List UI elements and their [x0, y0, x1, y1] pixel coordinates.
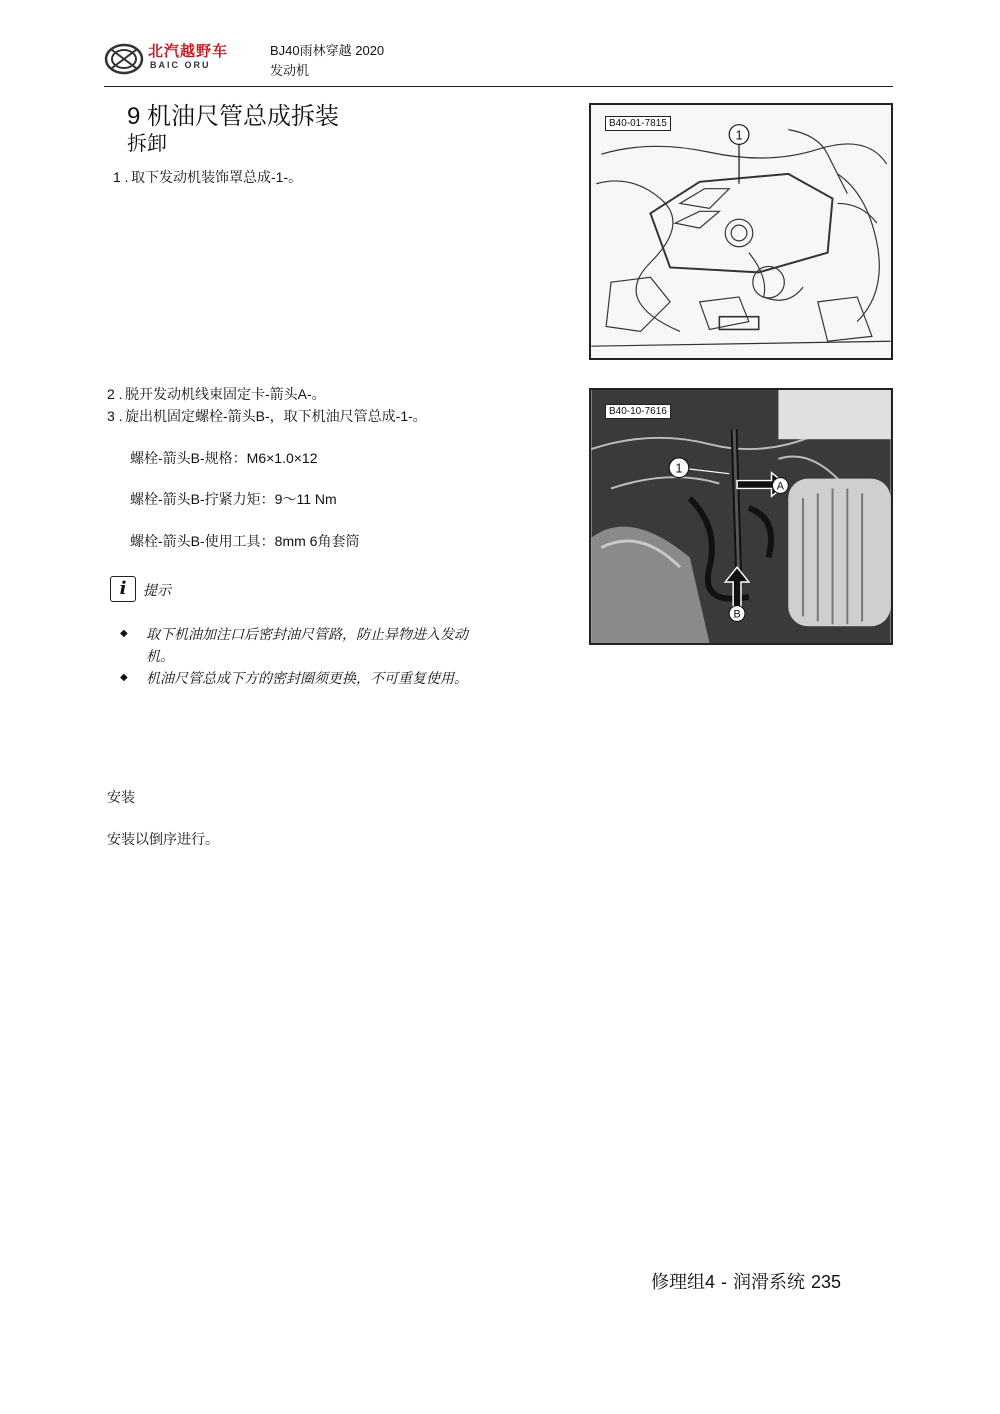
brand-name-en: BAIC ORU — [150, 60, 211, 70]
step-text: 旋出机固定螺栓-箭头B-，取下机油尺管总成-1-。 — [125, 408, 427, 424]
dipstick-tube-figure — [589, 388, 893, 645]
step-number: 3 . — [107, 408, 123, 424]
step-3 — [107, 406, 427, 426]
figure-1-callout: 1 — [735, 127, 743, 143]
info-icon: i — [110, 576, 136, 602]
page-title: 9 机油尺管总成拆装 — [127, 103, 340, 130]
note-bullet-text: 取下机油加注口后密封油尺管路，防止异物进入发动机。 — [146, 626, 468, 664]
removal-heading: 拆卸 — [127, 133, 167, 155]
step-text: 取下发动机装饰罩总成-1-。 — [131, 169, 303, 185]
figure-2-callout-b: B — [733, 608, 741, 621]
engine-cover-figure — [589, 103, 893, 360]
footer-separator: - — [721, 1272, 728, 1292]
install-text: 安装以倒序进行。 — [107, 831, 219, 847]
figure-2-callout-a: A — [776, 480, 784, 493]
header-divider — [104, 86, 893, 87]
bolt-torque: 螺栓-箭头B-拧紧力矩：9～11 Nm — [130, 491, 337, 507]
note-bullet-text: 机油尺管总成下方的密封圈须更换，不可重复使用。 — [146, 670, 468, 686]
step-1 — [113, 167, 302, 187]
step-2 — [107, 384, 326, 404]
page-number: 235 — [811, 1272, 842, 1292]
model-label: BJ40雨林穿越 2020 — [270, 43, 385, 58]
step-number: 2 . — [107, 386, 123, 402]
section-label: 发动机 — [270, 63, 310, 78]
figure-2-callout-1: 1 — [675, 460, 683, 476]
install-heading: 安装 — [107, 789, 135, 805]
brand-logo-icon — [104, 42, 144, 76]
figure-code: B40-10-7616 — [605, 404, 671, 419]
dipstick-tube-illustration — [591, 390, 891, 643]
brand-name-cn: 北汽越野车 — [148, 43, 229, 60]
bolt-tool: 螺栓-箭头B-使用工具：8mm 6角套筒 — [130, 533, 360, 549]
repair-group: 修理组4 — [651, 1272, 716, 1292]
engine-cover-illustration — [591, 105, 891, 358]
note-label: 提示 — [143, 582, 171, 598]
system-name: 润滑系统 — [733, 1272, 806, 1292]
note-bullet — [120, 667, 495, 689]
bolt-spec: 螺栓-箭头B-规格：M6×1.0×12 — [130, 450, 318, 466]
diamond-bullet-icon: ◆ — [120, 672, 128, 683]
page-footer — [651, 1268, 847, 1294]
step-number: 1 . — [113, 169, 129, 185]
step-text: 脱开发动机线束固定卡-箭头A-。 — [125, 386, 326, 402]
diamond-bullet-icon: ◆ — [120, 628, 128, 639]
note-bullet — [120, 623, 495, 667]
figure-code: B40-01-7815 — [605, 116, 671, 131]
